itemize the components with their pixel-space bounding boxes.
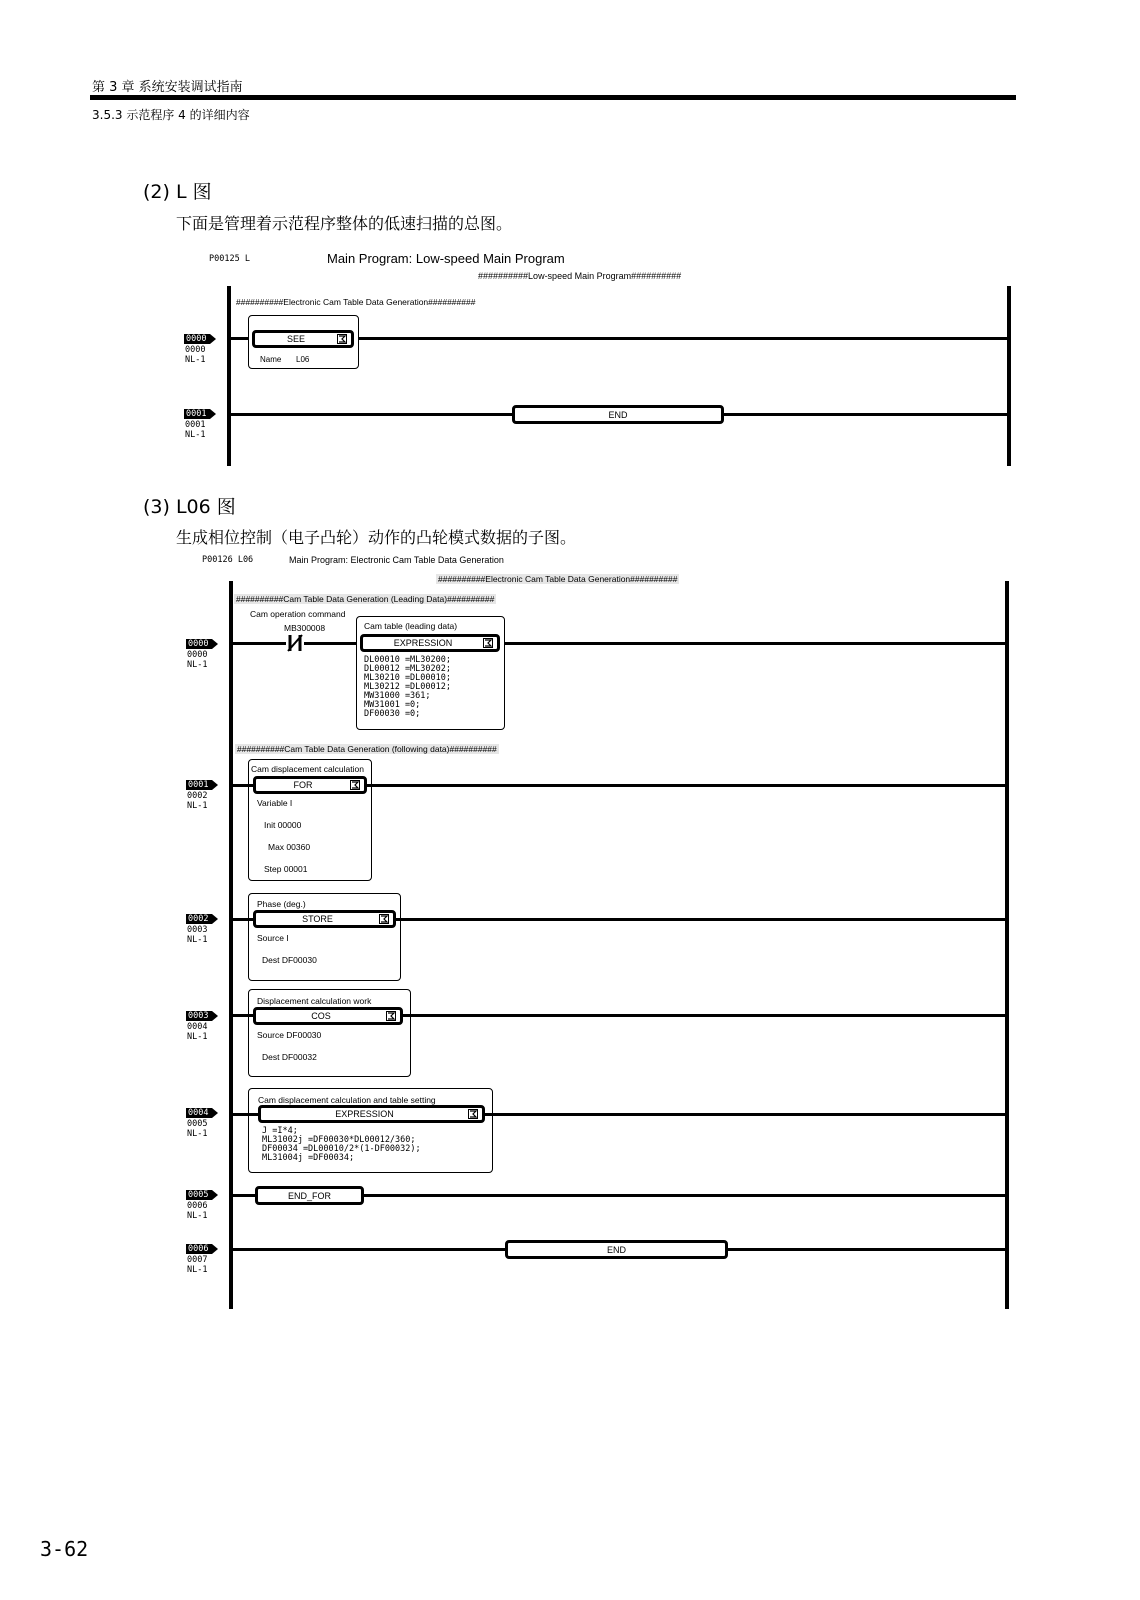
section3-program-number: P00126 L06 [202, 555, 254, 565]
rung-number-tag: 0003 [186, 1011, 212, 1021]
see-name-value: L06 [296, 355, 310, 364]
page-number: 3-62 [40, 1537, 89, 1561]
rung-step-label: 0004 NL-1 [187, 1022, 208, 1042]
end-instruction[interactable] [512, 405, 724, 424]
section2-title: (2) L 图 [143, 181, 212, 203]
rung-step-label: 0003 NL-1 [187, 925, 208, 945]
store-instruction[interactable] [253, 910, 396, 928]
function-icon [386, 1011, 396, 1021]
expression1-line: DL00010 =ML30200; [364, 655, 451, 665]
for-init: Init 00000 [264, 820, 302, 830]
contact-address: MB300008 [284, 623, 326, 633]
section3-title: (3) L06 图 [143, 496, 236, 518]
function-icon [379, 914, 389, 924]
function-icon [483, 638, 493, 648]
rung-step-label: 0002 NL-1 [187, 791, 208, 811]
store-dest: Dest DF00030 [262, 955, 317, 965]
expression2-caption: Cam displacement calculation and table setting [258, 1095, 436, 1105]
store-caption: Phase (deg.) [257, 899, 306, 909]
expression1-line: ML30212 =DL00012; [364, 682, 451, 692]
leading-data-comment: ##########Cam Table Data Generation (Leading Data)########## [236, 594, 495, 604]
for-max: Max 00360 [268, 842, 311, 852]
chapter-header: 第 3 章 系统安装调试指南 [92, 80, 243, 95]
rung-step-label: 0000 NL-1 [187, 650, 208, 670]
expression2-line: DF00034 =DL00010/2*(1-DF00032); [262, 1144, 421, 1154]
expression1-instruction[interactable] [360, 634, 500, 652]
end-for-instruction[interactable] [255, 1186, 364, 1205]
function-icon [337, 334, 347, 344]
section3-left-rail [229, 581, 233, 1309]
store-instruction-label: STORE [302, 914, 333, 924]
section2-left-rail [227, 286, 231, 466]
rung-step-label: 0000 NL-1 [185, 345, 206, 365]
section2-program-number: P00125 L [209, 254, 250, 264]
cos-instruction-label: COS [311, 1011, 331, 1021]
cos-dest: Dest DF00032 [262, 1052, 317, 1062]
rung-step-label: 0005 NL-1 [187, 1119, 208, 1139]
expression2-line: J =I*4; [262, 1126, 298, 1136]
see-instruction[interactable] [252, 330, 354, 348]
expression1-caption: Cam table (leading data) [364, 621, 458, 631]
section-header: 3.5.3 示范程序 4 的详细内容 [92, 108, 250, 122]
section3-right-rail [1005, 581, 1009, 1309]
see-instruction-label: SEE [286, 334, 305, 344]
section3-program-title: Main Program: Electronic Cam Table Data Generation [289, 555, 504, 565]
end-instruction-label: END [606, 1244, 626, 1255]
end-instruction-label: END [608, 409, 628, 420]
for-instruction-label: FOR [293, 780, 313, 790]
normally-closed-contact-icon[interactable] [286, 633, 304, 653]
rung-number-tag: 0005 [186, 1190, 212, 1200]
see-name-label: Name [260, 355, 282, 364]
expression2-instruction-label: EXPRESSION [335, 1109, 394, 1119]
end-instruction[interactable] [505, 1240, 728, 1259]
rung-number-tag: 0006 [186, 1244, 212, 1254]
contact-caption: Cam operation command [250, 609, 346, 619]
header-rule [90, 95, 1016, 100]
for-variable: Variable I [257, 798, 293, 808]
rung-number-tag: 0001 [184, 409, 210, 419]
rung-number-tag: 0001 [186, 780, 212, 790]
cos-caption: Displacement calculation work [257, 996, 372, 1006]
section2-right-rail [1007, 286, 1011, 466]
rung-step-label: 0006 NL-1 [187, 1201, 208, 1221]
expression1-line: ML30210 =DL00010; [364, 673, 451, 683]
expression2-instruction[interactable] [258, 1105, 485, 1123]
rung-number-tag: 0000 [184, 334, 210, 344]
store-source: Source I [257, 933, 289, 943]
section3-title-comment: ##########Electronic Cam Table Data Generation########## [438, 574, 678, 584]
function-icon [468, 1109, 478, 1119]
rung-step-label: 0007 NL-1 [187, 1255, 208, 1275]
rung-number-tag: 0004 [186, 1108, 212, 1118]
cos-source: Source DF00030 [257, 1030, 322, 1040]
section2-program-title: Main Program: Low-speed Main Program [327, 251, 565, 266]
for-instruction[interactable] [253, 776, 367, 794]
rung-number-tag: 0002 [186, 914, 212, 924]
expression1-line: DL00012 =ML30202; [364, 664, 451, 674]
rung-step-label: 0001 NL-1 [185, 420, 206, 440]
expression1-instruction-label: EXPRESSION [393, 638, 453, 648]
expression2-line: ML31002j =DF00030*DL00012/360; [262, 1135, 416, 1145]
function-icon [350, 780, 360, 790]
expression1-line: MW31001 =0; [364, 700, 421, 710]
expression1-line: MW31000 =361; [364, 691, 431, 701]
section2-description: 下面是管理着示范程序整体的低速扫描的总图。 [176, 214, 513, 233]
end-for-instruction-label: END_FOR [287, 1190, 331, 1201]
cos-instruction[interactable] [253, 1007, 403, 1025]
section3-rung-0-wire [231, 642, 1007, 645]
following-data-comment: ##########Cam Table Data Generation (following data)########## [237, 744, 497, 754]
rung-number-tag: 0000 [186, 639, 212, 649]
expression1-line: DF00030 =0; [364, 709, 421, 719]
section2-title-comment: ##########Low-speed Main Program########## [478, 271, 682, 281]
for-step: Step 00001 [264, 864, 308, 874]
section3-description: 生成相位控制（电子凸轮）动作的凸轮模式数据的子图。 [176, 528, 577, 547]
for-caption: Cam displacement calculation [251, 764, 364, 774]
expression2-line: ML31004j =DF00034; [262, 1153, 355, 1163]
section2-group-comment: ##########Electronic Cam Table Data Generation########## [236, 297, 476, 307]
